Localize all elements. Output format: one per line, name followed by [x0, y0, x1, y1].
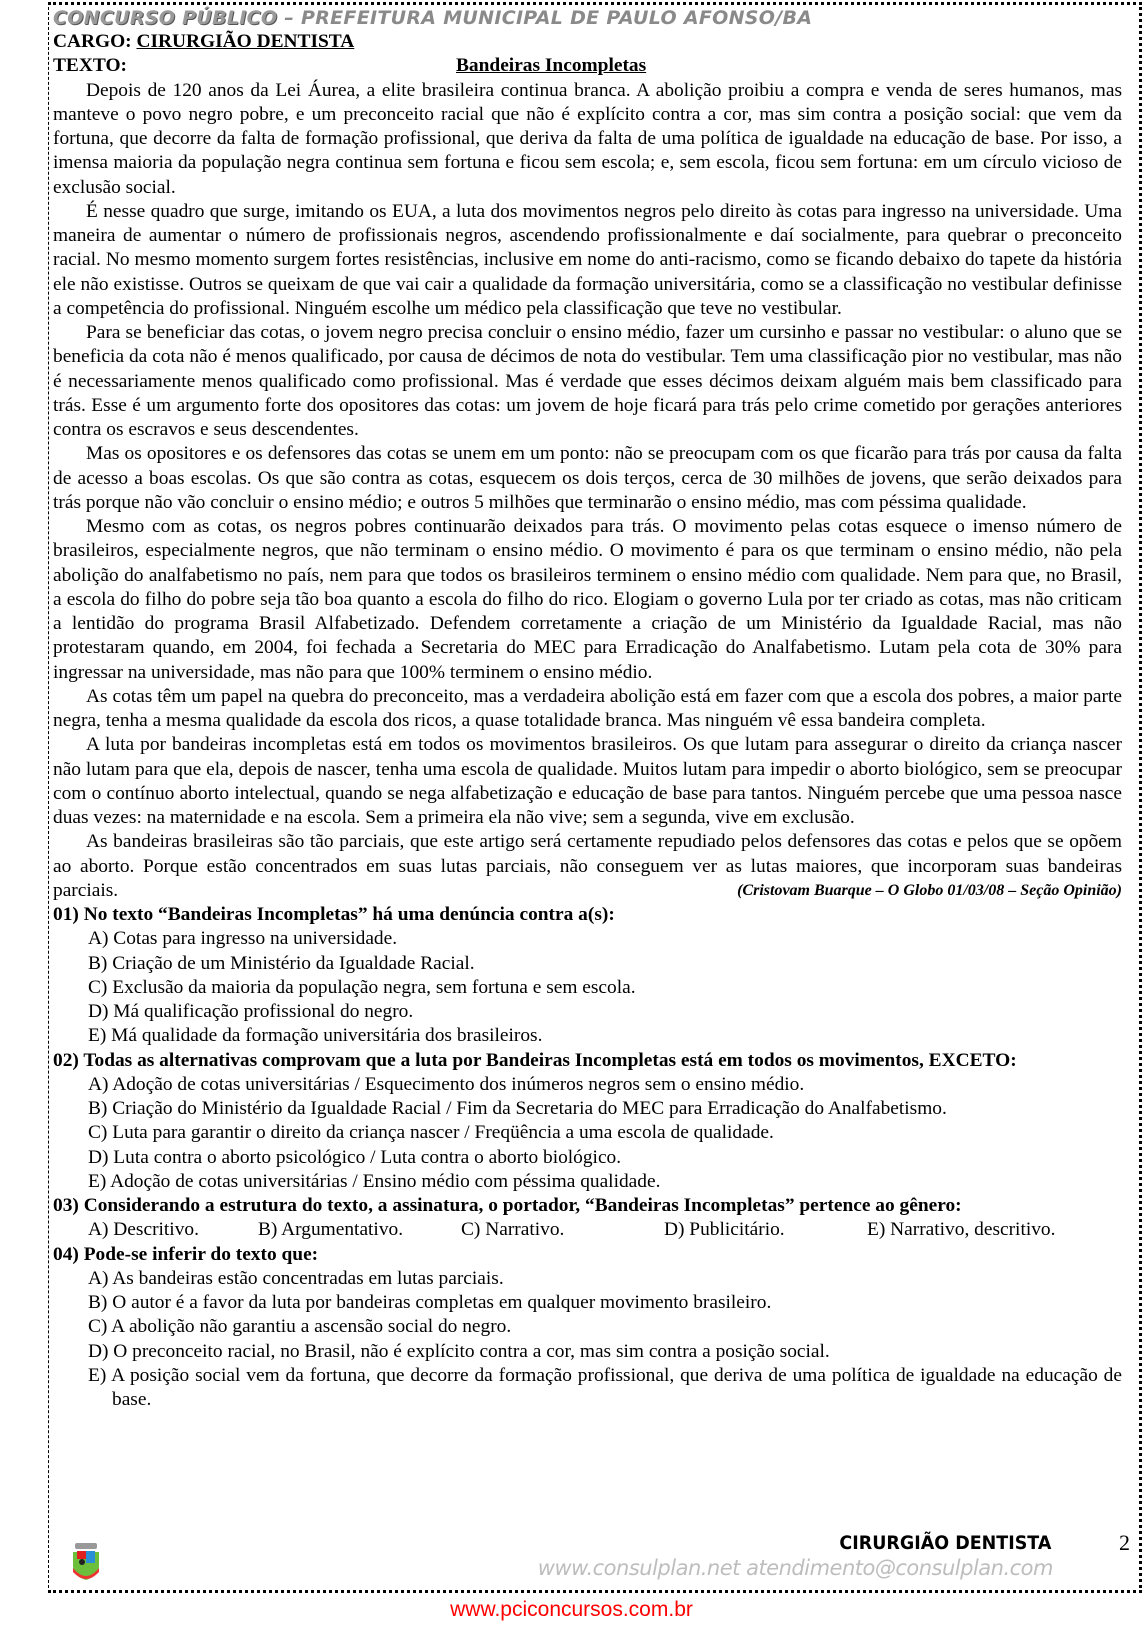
source-citation: (Cristovam Buarque – O Globo 01/03/08 – Seção Opinião)	[737, 881, 1122, 899]
option: D) Má qualificação profissional do negro.	[88, 1001, 414, 1022]
cargo-line	[53, 30, 1122, 54]
question-text: 03) Considerando a estrutura do texto, a assinatura, o portador, “Bandeiras Incompletas” pertence ao gênero:	[53, 1195, 962, 1216]
paragraph: É nesse quadro que surge, imitando os EUA, a luta dos movimentos negros pelo direito às cotas para ingresso na universidade. Uma maneira de aumentar o número de profissionais negros, ascendendo profissionalmente e daí socialmente, para quebrar o preconceito racial. No mesmo momento surgem fortes resistências, inclusive em nome do anti-racismo, como se ficando debaixo do tapete da história ele não existisse. Outros se queixam de que vai cair a qualidade da formação universitária, como se a classificação no vestibular definisse a competência do profissional. Ninguém escolhe um médico pela classificação que teve no vestibular.	[53, 200, 1122, 319]
paragraph	[53, 830, 1122, 903]
text-title: Bandeiras Incompletas	[456, 55, 647, 77]
text-heading	[53, 54, 1122, 78]
footer-cargo: CIRURGIÃO DENTISTA	[839, 1532, 1051, 1554]
option: A) As bandeiras estão concentradas em lutas parciais.	[88, 1267, 504, 1289]
exam-header	[53, 6, 1122, 30]
option: C) A abolição não garantiu a ascensão social do negro.	[88, 1316, 512, 1338]
paragraph: As cotas têm um papel na quebra do preconceito, mas a verdadeira abolição está em fazer com que a escola dos pobres, a maior parte negra, tenha a mesma qualidade da escola dos ricos, a quase totalidade branca. Mas ninguém vê essa bandeira completa.	[53, 685, 1122, 731]
option: C) Luta para garantir o direito da criança nascer / Freqüência a uma escola de qualidade.	[88, 1122, 774, 1144]
footer-website: www.consulplan.net atendimento@consulplan.com	[537, 1556, 1053, 1580]
page-number: 2	[1119, 1530, 1130, 1555]
question-text: 01) No texto “Bandeiras Incompletas” há uma denúncia contra a(s):	[53, 904, 615, 925]
exam-page	[53, 6, 1122, 1412]
contest-label: CONCURSO PÚBLICO	[53, 7, 278, 29]
pciconcursos-link[interactable]: www.pciconcursos.com.br	[450, 1598, 693, 1621]
cargo-label: CARGO:	[53, 31, 137, 52]
question-text: 04) Pode-se inferir do texto que:	[53, 1243, 319, 1265]
question-4	[53, 1243, 1122, 1413]
option: E) Narrativo, descritivo.	[867, 1219, 1056, 1241]
option: C) Narrativo.	[461, 1219, 565, 1241]
paragraph: Mesmo com as cotas, os negros pobres continuarão deixados para trás. O movimento pelas cotas esquece o imenso número de brasileiros, especialmente negros, que não terminam o ensino médio. O movimento é para os que terminam o ensino médio, não pela abolição do analfabetismo no país, nem para que todos os brasileiros terminem o ensino médio com qualidade. Nem para que, no Brasil, a escola do filho do pobre seja tão boa quanto a escola do filho do rico. Elogiam o governo Lula por ter criado as cotas, mas não criticam a lentidão do programa Brasil Alfabetizado. Defendem corretamente a criação de um Ministério da Igualdade Racial, mas não protestaram quando, em 2004, foi fechada a Secretaria do MEC para Erradicação do Analfabetismo. Lutam pela cota de 30% para ingressar na universidade, mas não para que 100% terminem o ensino médio.	[53, 516, 1122, 683]
texto-label: TEXTO:	[53, 55, 127, 77]
option: C) Exclusão da maioria da população negra, sem fortuna e sem escola.	[88, 976, 636, 998]
option: A) Adoção de cotas universitárias / Esquecimento dos inúmeros negros sem o ensino médio.	[88, 1073, 805, 1095]
paragraph: Para se beneficiar das cotas, o jovem negro precisa concluir o ensino médio, fazer um cursinho e passar no vestibular: o aluno que se beneficia da cota não é menos qualificado, por causa de décimos de nota do vestibular. Tem uma classificação pior no vestibular, mas não é necessariamente menos qualificado como profissional. Mas é verdade que esses décimos deixam alguém mais bem classificado para trás. Esse é um argumento forte dos opositores das cotas: um jovem de hoje ficará para trás pelo crime cometido por gerações anteriores contra os escravos e seus descendentes.	[53, 322, 1122, 440]
option: D) O preconceito racial, no Brasil, não é explícito contra a cor, mas sim contra a posição social.	[88, 1340, 830, 1362]
organization: – PREFEITURA MUNICIPAL DE PAULO AFONSO/BA	[277, 7, 813, 29]
paragraph: A luta por bandeiras incompletas está em todos os movimentos brasileiros. Os que lutam para assegurar o direito da criança nascer não lutam para que ela, depois de nascer, tenha uma escola de qualidade. Muitos lutam para impedir o aborto biológico, sem se preocupar com o contínuo aborto intelectual, quando se nega alfabetização e educação de base para tantos. Ninguém percebe que uma pessoa nasce duas vezes: na maternidade e na escola. Sem a primeira ela não vive; sem a segunda, vive em exclusão.	[53, 734, 1122, 828]
question-2	[53, 1049, 1122, 1195]
option: E) Má qualidade da formação universitária dos brasileiros.	[88, 1025, 543, 1047]
city-coat-of-arms-logo	[70, 1542, 102, 1582]
paragraph: Mas os opositores e os defensores das cotas se unem em um ponto: não se preocupam com os que ficarão para trás por causa da falta de acesso a boas escolas. Os que são contra as cotas, esquecem os dois terços, cerca de 30 milhões de jovens, que serão deixados para trás porque não vão concluir o ensino médio; e outros 5 milhões que terminarão o ensino médio, mas com péssima qualidade.	[53, 443, 1122, 513]
options-row	[53, 1218, 1122, 1242]
option: A) Cotas para ingresso na universidade.	[88, 928, 398, 950]
option: D) Publicitário.	[664, 1219, 785, 1241]
cargo-value: CIRURGIÃO DENTISTA	[136, 31, 355, 52]
question-1	[53, 903, 1122, 1049]
option: D) Luta contra o aborto psicológico / Luta contra o aborto biológico.	[88, 1146, 622, 1168]
paragraph: Depois de 120 anos da Lei Áurea, a elite brasileira continua branca. A abolição proibiu a compra e venda de seres humanos, mas manteve o povo negro pobre, e um preconceito racial que não é explícito contra a cor, mas sim contra a posição social: que vem da fortuna, que decorre da falta de formação profissional, que deriva da falta de uma política de igualdade na educação de base. Por isso, a imensa maioria da população negra continua sem fortuna e ficou sem escola; e, sem escola, ficou sem fortuna: em um círculo vicioso de exclusão social.	[53, 79, 1122, 198]
question-text: 02) Todas as alternativas comprovam que a luta por Bandeiras Incompletas está em todos os movimentos, EXCETO:	[53, 1049, 1017, 1071]
option: E) A posição social vem da fortuna, que decorre da formação profissional, que deriva de uma política de igualdade na educação de base.	[88, 1364, 1122, 1410]
option: B) Criação de um Ministério da Igualdade Racial.	[88, 952, 475, 974]
paragraph-text: As bandeiras brasileiras são tão parciais, que este artigo será certamente repudiado pelos defensores das cotas e pelos que se opõem ao aborto. Porque estão concentrados em suas lutas parciais, não conseguem ver as lutas maiores, que incorporam suas bandeiras parciais.	[53, 831, 1122, 901]
option: B) Criação do Ministério da Igualdade Racial / Fim da Secretaria do MEC para Erradicação do Analfabetismo.	[88, 1098, 947, 1119]
question-3	[53, 1194, 1122, 1243]
option: B) Argumentativo.	[258, 1219, 404, 1241]
option: A) Descritivo.	[88, 1219, 199, 1241]
option: B) O autor é a favor da luta por bandeiras completas em qualquer movimento brasileiro.	[88, 1292, 772, 1313]
option: E) Adoção de cotas universitárias / Ensino médio com péssima qualidade.	[88, 1170, 661, 1192]
